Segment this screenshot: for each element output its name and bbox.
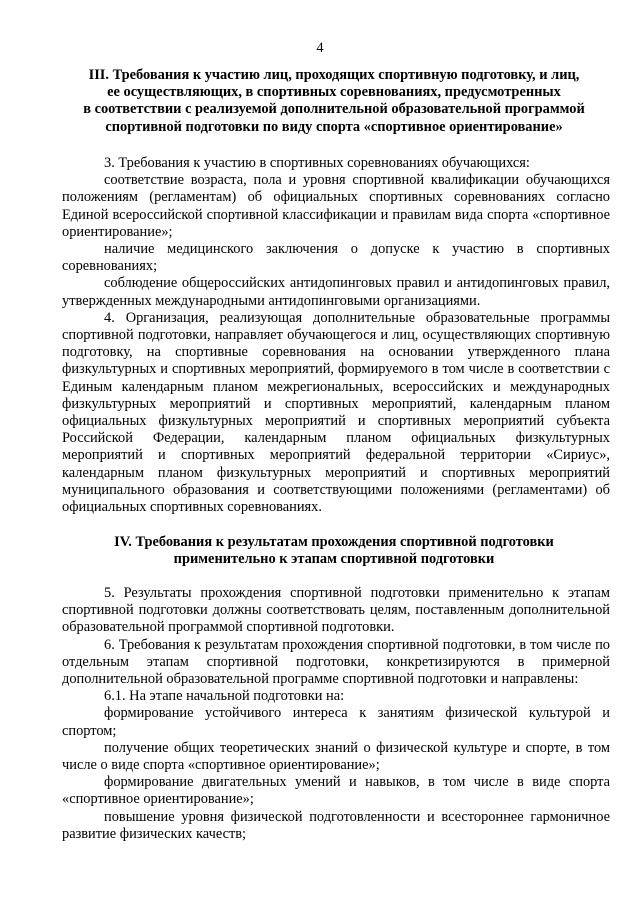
paragraph: формирование двигательных умений и навыков, в том числе в виде спорта «спортивное ориентирование»; [62,774,610,808]
page-number: 4 [316,40,324,56]
paragraph: формирование устойчивого интереса к занятиям физической культурой и спортом; [62,705,610,739]
paragraph: наличие медицинского заключения о допуске к участию в спортивных соревнованиях; [62,241,610,275]
heading-line: в соответствии с реализуемой дополнительной образовательной программой [83,101,585,118]
heading-line: III. Требования к участию лиц, проходящих спортивную подготовку, и лиц, [88,67,580,83]
section-iii-body [62,155,610,516]
heading-line: ее осуществляющих, в спортивных соревнованиях, предусмотренных [107,84,561,101]
heading-line: применительно к этапам спортивной подготовки [173,551,495,568]
paragraph: соответствие возраста, пола и уровня спортивной квалификации обучающихся положениям (регламентам) об официальных спортивных соревнованиях согласно Единой всероссийской спортивной классификации и правилам вида спорта «спортивное ориентирование»; [62,172,610,240]
paragraph: 4. Организация, реализующая дополнительные образовательные программы спортивной подготовки, направляет обучающегося и лиц, осуществляющих спортивную подготовку, на спортивные соревнования на основании утвержденного плана физкультурных и спортивных мероприятий, формируемого в том числе в соответствии с Единым календарным планом межрегиональных, всероссийских и международных физкультурных мероприятий и спортивных мероприятий, календарным планом официальных физкультурных мероприятий и спортивных мероприятий субъекта Российской Федерации, календарным планом официальных физкультурных мероприятий и спортивных мероприятий федеральной территории «Сириус», календарным планом физкультурных мероприятий и спортивных мероприятий муниципального образования и соответствующими положениями (регламентами) об официальных спортивных соревнованиях. [62,309,610,516]
paragraph: 5. Результаты прохождения спортивной подготовки применительно к этапам спортивной подготовки должны соответствовать целям, поставленным дополнительной образовательной программой спортивной подготовки. [62,585,610,636]
section-iv-heading [58,534,610,568]
section-iv-body [62,585,610,843]
paragraph: 6. Требования к результатам прохождения спортивной подготовки, в том числе по отдельным этапам спортивной подготовки, конкретизируются в примерной дополнительной образовательной программе спортивной подготовки и направлены: [62,636,610,688]
paragraph: получение общих теоретических знаний о физической культуре и спорте, в том числе о виде спорта «спортивное ориентирование»; [62,739,610,774]
paragraph: 3. Требования к участию в спортивных соревнованиях обучающихся: [104,155,530,171]
paragraph: повышение уровня физической подготовленности и всестороннее гармоничное развитие физических качеств; [62,808,610,842]
section-iii-heading [58,67,610,136]
paragraph: 6.1. На этапе начальной подготовки на: [104,688,345,705]
heading-line: спортивной подготовки по виду спорта «спортивное ориентирование» [105,118,563,135]
paragraph: соблюдение общероссийских антидопинговых правил и антидопинговых правил, утвержденных международными антидопинговыми организациями. [62,275,610,309]
heading-line: IV. Требования к результатам прохождения спортивной подготовки [114,534,554,550]
